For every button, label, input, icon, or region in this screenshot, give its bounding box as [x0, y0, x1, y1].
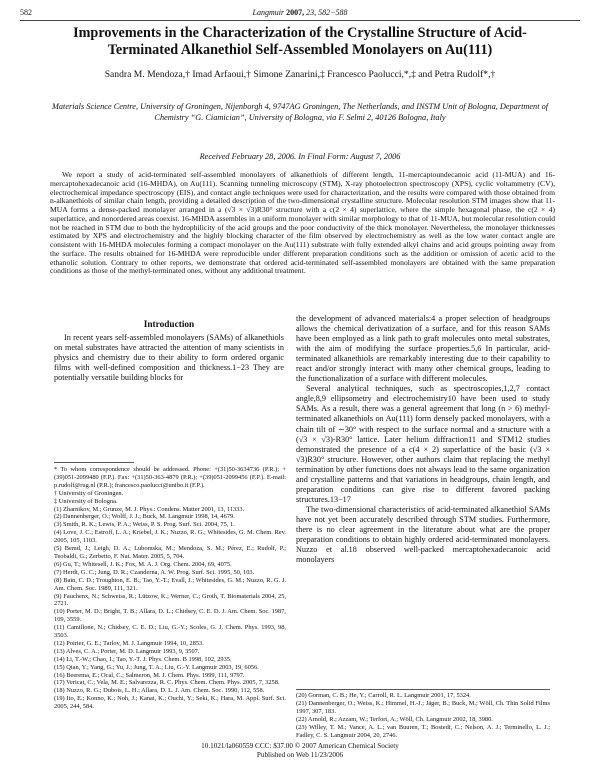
footnote-entry: (23) Willey, T. M.; Vance, A. L.; van Buuren, T.; Bostedt, C.; Nelson, A. J.; Terminello, L. J.; Fadley, C. S. Langmuir 2004, 20, 2746.	[296, 723, 550, 739]
section-heading-introduction: Introduction	[143, 320, 195, 330]
footnote-entry: (12) Poirier, G. E.; Tarlov, M. J. Langmuir 1994, 10, 2853.	[54, 639, 204, 647]
author-list: Sandra M. Mendoza,† Imad Arfaoui,† Simone Zanarini,‡ Francesco Paolucci,*,‡ and Petra Rudolf*,†	[104, 69, 496, 80]
footnote-entry: (16) Beerema, E.; Ocal, C.; Salmeron, M. J. Chem. Phys. 1999, 111, 9797.	[54, 671, 245, 679]
footnote-entry: (18) Nuzzo, R. G.; Dubois, L. H.; Allara, D. L. J. Am. Chem. Soc. 1990, 112, 558.	[54, 687, 265, 695]
footnote-entry: (14) Li, T.-W.; Chao, I.; Tao, Y.-T. J. Phys. Chem. B 1998, 102, 2935.	[54, 655, 232, 663]
footnote-rule-right	[296, 689, 550, 690]
right-column	[296, 314, 550, 565]
footnote-entry: * To whom correspondence should be addressed. Phone: +(31)50-3634736 (P.R.); +(39)051-2099480 (F.P.). Fax: +(31)50-363-4879 (P.R.); +(39)051-2099456 (F.P.). E-mail: p.rudolf@rug.nl (P.R.); francesco.paolucci@unibo.it (F.P.).	[54, 466, 286, 489]
journal-year: 2007,	[286, 8, 305, 17]
body-paragraph: the development of advanced materials:4 a proper selection of headgroups allows the chemical derivatization of a surface, and for this reason SAMs have been employed as a link path to graft molecules onto metal substrates, with the aim of modifying the surface properties.5,6 In particular, acid-terminated alkanethiols are remarkably interesting due to their capability to react and/or strongly interact with many other chemical groups, leading to the functionalization of a surface with different molecules.	[296, 314, 550, 384]
header-rule	[20, 20, 580, 21]
footnote-entry: (8) Bain, C. D.; Troughton, E. B.; Tao, Y.-T.; Evall, J.; Whitesides, G. M.; Nuzzo, R. G. J. Am. Chem. Soc. 1989, 111, 321.	[54, 576, 286, 592]
body-paragraph: The two-dimensional characteristics of acid-terminated alkanethiol SAMs have not yet been accurately described through STM studies. Furthermore, there is no clear agreement in the literature about what are the proper preparation conditions to obtain highly ordered acid-terminated monolayers. Nuzzo et al.18 observed well-packed mercaptohexadecanoic acid monolayers	[296, 504, 550, 565]
left-column	[54, 320, 284, 383]
footnote-entry: (11) Camillone, N.; Chidsey, C. E. D.; Liu, G.-Y.; Scoles, G. J. Chem. Phys. 1993, 98, 3503.	[54, 624, 286, 640]
intro-paragraph: In recent years self-assembled monolayers (SAMs) of alkanethiols on metal substrates have attracted the attention of many scientists in physics and chemistry due to their ability to form ordered organic films with well-defined composition and thickness.1−23 They are potentially versatile building blocks for	[54, 333, 284, 383]
footnote-rule-left	[54, 462, 134, 463]
journal-name: Langmuir	[252, 8, 285, 17]
article-title: Improvements in the Characterization of the Crystalline Structure of Acid-Terminated Alkanethiol Self-Assembled Monolayers on Au(111)	[73, 25, 527, 58]
footnote-entry: (5) Bemd, J.; Leigh, D. A.; Lubomska, M.; Mendoza, S. M.; Pérez, E.; Rudolf, P.; Teobaldi, G.; Zerbetto, F. Nat. Mater. 2005, 5, 704.	[54, 545, 286, 560]
footnote-entry: (19) Ito, E.; Konno, K.; Noh, J.; Kanai, K.; Ouchi, Y.; Seki, K.; Hara, M. Appl. Surf. Sci. 2005, 244, 584.	[54, 695, 286, 711]
running-header	[20, 8, 580, 20]
published-line: Published on Web 11/23/2006	[256, 751, 344, 759]
footnote-entry: (15) Qian, Y.; Yang, G.; Yu, J.; Jung, T. A.; Liu, G.-Y. Langmuir 2003, 19, 6056.	[54, 663, 259, 671]
footnote-entry: (22) Arnold, R.; Azzam, W.; Terfort, A.; Wöll, Ch. Langmuir 2002, 18, 3980.	[296, 715, 493, 723]
footnote-entry: (4) Love, J. C.; Estroff, L. A.; Kriebel, J. K.; Nuzzo, R. G.; Whitesides, G. M. Chem. Rev. 2005, 105, 1103.	[54, 529, 286, 545]
footnote-entry: (3) Smith, R. K.; Lewis, P. A.; Weiss, P. S. Prog. Surf. Sci. 2004, 75, 1.	[54, 521, 235, 529]
footnotes-right	[296, 692, 550, 739]
footnote-entry: (17) Vericat, C.; Vela, M. E.; Salvarezza, R. C. Phys. Chem. Chem. Phys. 2005, 7, 3258.	[54, 679, 280, 687]
abstract: We report a study of acid-terminated self-assembled monolayers of alkanethiols of different length, 11-mercaptoundecanoic acid (11-MUA) and 16-mercaptohexadecanoic acid (16-MHDA), on Au(111). Scanning tunneling microscopy (STM), X-ray photoelectron spectroscopy (XPS), cyclic voltammetry (CV), electrochemical impedance spectroscopy (EIS), and contact angle techniques were used for characterization, and the results were compared with those obtained from n-alkanethiols of similar chain length, providing a detailed description of the two-dimensional crystalline structure. Molecular resolution STM images show that 11-MUA forms a dense-packed monolayer arranged in a (√3 × √3)R30° structure with a c(2 × 4) superlattice, where the simple hexagonal phase, the c(2 × 4) superlattice, and nonordered areas coexist. 16-MHDA assembles in a uniform monolayer with similar morphology to that of 11-MUA, but molecular resolution could not be reached in STM due to both the hydrophilicity of the acid groups and the poor conductivity of the thick monolayer. Nevertheless, the monolayer thicknesses estimated by XPS and electrochemistry and the highly blocking character of the film observed by electrochemistry as well as the low water contact angle are consistent with 16-MHDA molecules forming a compact monolayer on the Au(111) substrate with fully extended alkyl chains and acid groups pointing away from the surface. The results obtained for 16-MHDA were reproducible under different preparation conditions such as the addition or omission of acetic acid to the ethanolic solution. Contrary to other reports, we demonstrate that ordered acid-terminated self-assembled monolayers are obtained with the same preparation conditions as those of the methyl-terminated ones, without any additional treatment.	[50, 170, 555, 276]
page-number: 582	[20, 8, 32, 17]
footnote-entry: (21) Dannenberger, O.; Weiss, K.; Himmel, H.-J.; Jäger, B.; Buck, M.; Wöll, Ch. Thin Solid Films 1997, 307, 183.	[296, 699, 550, 715]
footnote-entry: ‡ University of Bologna.	[54, 497, 118, 505]
page-footer	[0, 742, 600, 760]
footnote-entry: (13) Alves, C. A.; Porter, M. D. Langmuir 1993, 9, 3507.	[54, 647, 200, 655]
body-paragraph: Several analytical techniques, such as spectroscopies,1,2,7 contact angle,8,9 ellipsometry and electrochemistry10 have been used to study SAMs. As a result, there was a general agreement that long (n > 6) methyl-terminated alkanethiols on Au(111) form densely packed monolayers, with a chain tilt of ∼30° with respect to the surface normal and a structure with a (√3 × √3)-R30° lattice. Later helium diffraction11 and STM12 studies demonstrated the presence of a c(4 × 2) superlattice of the basic (√3 × √3)R30° structure. However, other authors claim that replacing the methyl termination by other functions does not always lead to the same organization and crystalline patterns and that variations in headgroups, chain length, and preparation conditions can give rise to different favored packing structures.13−17	[296, 384, 550, 504]
footnote-entry: (2) Dannenberger, O.; Wolff, J. J.; Buck, M. Langmuir 1998, 14, 4679.	[54, 513, 235, 521]
received-dates: Received February 28, 2006. In Final Form: August 7, 2006	[199, 152, 401, 161]
footnote-entry: (1) Zharnikov, M.; Grunze, M. J. Phys.: Condens. Matter 2001, 13, 11333.	[54, 505, 245, 513]
footnote-entry: † University of Groningen.	[54, 489, 124, 497]
footnote-entry: (9) Fauchenx, N.; Schweiss, R.; Lützow, K.; Werner, C.; Groth, T. Biomaterials 2004, 25, 2721.	[54, 592, 286, 608]
journal-citation	[20, 8, 580, 17]
doi-line: 10.1021/la060559 CCC: $37.00 © 2007 American Chemical Society	[201, 742, 399, 750]
footnotes-left	[54, 466, 286, 711]
footnote-entry: (20) Gorman, C. B.; He, Y.; Carroll, R. L. Langmuir 2001, 17, 5324.	[296, 692, 471, 699]
journal-volume-pages: 23, 582−588	[306, 8, 348, 17]
footnote-entry: (6) Gu, T.; Whitesell, J. K.; Fox, M. A. J. Org. Chem. 2004, 69, 4075.	[54, 560, 232, 568]
footnote-entry: (7) Herdt, G. C.; Jung, D. R.; Czanderna, A. W. Prog. Surf. Sci. 1995, 50, 103.	[54, 568, 255, 576]
footnote-entry: (10) Porter, M. D.; Bright, T. B.; Allara, D. L.; Chidsey, C. E. D. J. Am. Chem. Soc. 1987, 109, 3559.	[54, 608, 286, 624]
affiliation: Materials Science Centre, University of Groningen, Nijenborgh 4, 9747AG Groningen, The Netherlands, and INSTM Unit of Bologna, Department of Chemistry “G. Ciamician”, University of Bologna, via F. Selmi 2, 40126 Bologna, Italy	[51, 102, 549, 122]
